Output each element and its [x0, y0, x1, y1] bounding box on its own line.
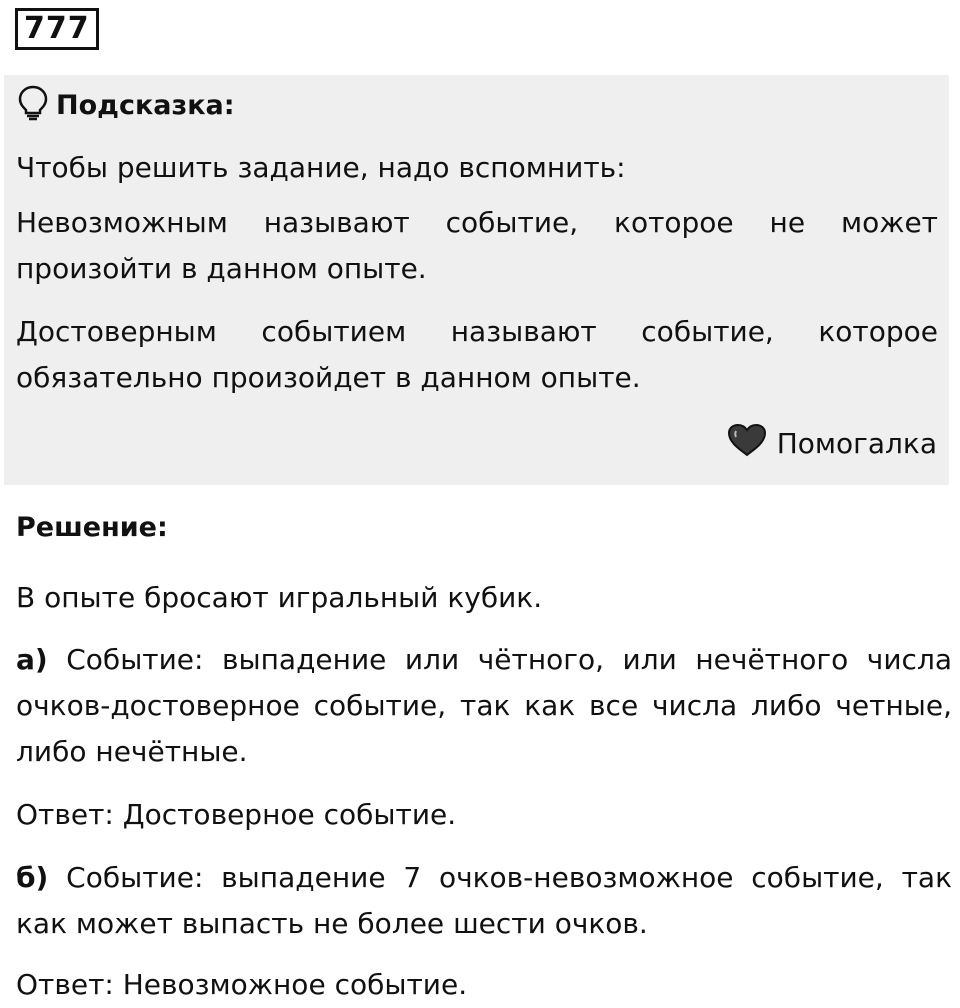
part-a	[16, 637, 952, 775]
part-a-answer: Ответ: Достоверное событие.	[16, 798, 457, 831]
part-b	[16, 855, 952, 947]
part-b-text: Событие: выпадение 7 очков-невозможное событие, так как может выпасть не более шести очков.	[16, 861, 952, 940]
hint-title: Подсказка:	[56, 89, 235, 121]
lightbulb-icon	[18, 85, 48, 125]
part-b-answer: Ответ: Невозможное событие.	[16, 968, 468, 1001]
brand	[727, 423, 937, 464]
hint-definition-impossible: Невозможным называют событие, которое не может произойти в данном опыте.	[16, 206, 938, 285]
task-number: 777	[15, 8, 99, 50]
part-a-text: Событие: выпадение или чётного, или нечётного числа очков-достоверное событие, так как все числа либо четные, либо нечётные.	[16, 643, 952, 768]
part-b-label: б)	[16, 861, 49, 894]
solution-title: Решение:	[16, 512, 168, 543]
hint-box	[4, 75, 949, 485]
brand-name: Помогалка	[776, 427, 937, 460]
hint-definition-certain: Достоверным событием называют событие, которое обязательно произойдет в данном опыте.	[16, 315, 938, 394]
solution-intro: В опыте бросают игральный кубик.	[16, 581, 543, 614]
hint-header	[18, 85, 235, 125]
heart-icon	[727, 423, 767, 464]
hint-intro: Чтобы решить задание, надо вспомнить:	[16, 151, 626, 184]
part-a-label: а)	[16, 643, 48, 676]
